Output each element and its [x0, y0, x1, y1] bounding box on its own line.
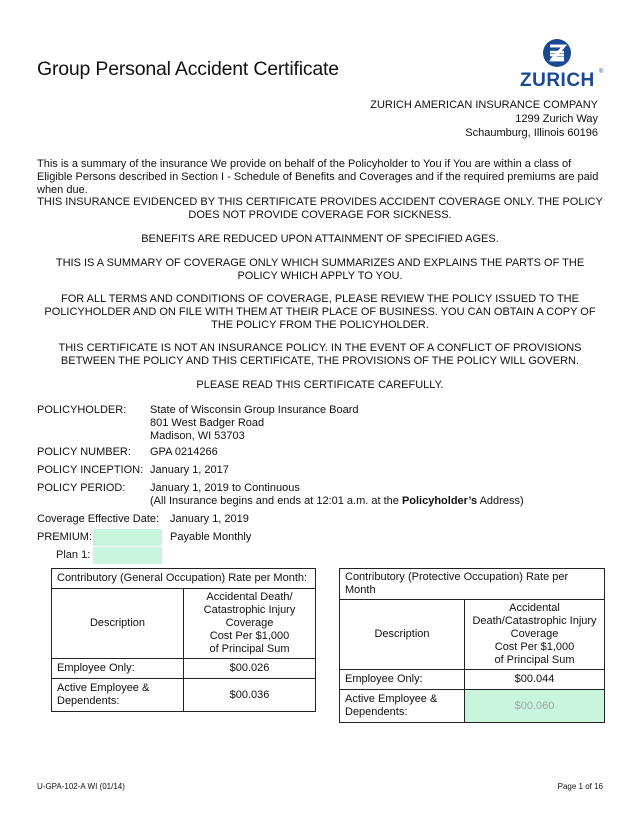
policy-number-value: GPA 0214266 — [150, 446, 218, 458]
table-row — [52, 659, 316, 679]
policyholder-row — [37, 404, 603, 444]
coverage-header-line: Catastrophic Injury — [203, 604, 296, 616]
zurich-logo-icon — [542, 38, 572, 68]
plan-label: Plan 1: — [56, 549, 91, 561]
policy-inception-value: January 1, 2017 — [150, 464, 229, 476]
table-header-row — [52, 589, 316, 659]
notice-review-policy: FOR ALL TERMS AND CONDITIONS OF COVERAGE, PLEASE REVIEW THE POLICY ISSUED TO THE POLICYHOLDER AND ON FILE WITH THEM AT THEIR PLACE OF BUSINESS. YOU CAN OBTAIN A COPY OF THE POLICY FROM THE POLICYHOLDER. — [44, 293, 596, 331]
premium-amount-field[interactable] — [93, 529, 162, 546]
policy-period-value — [150, 482, 524, 508]
policy-period-dates: January 1, 2019 to Continuous — [150, 482, 300, 494]
coverage-header-line: Coverage — [510, 628, 559, 640]
row-description: Active Employee & Dependents: — [340, 690, 465, 723]
policyholder-name: State of Wisconsin Group Insurance Board — [150, 404, 359, 416]
policy-inception-label: POLICY INCEPTION: — [37, 464, 144, 476]
coverage-header-line: of Principal Sum — [209, 643, 290, 655]
notice-accident-only: THIS INSURANCE EVIDENCED BY THIS CERTIFICATE PROVIDES ACCIDENT COVERAGE ONLY. THE POLICY DOES NOT PROVIDE COVERAGE FOR SICKNESS. — [37, 196, 603, 221]
policyholder-value — [150, 404, 359, 443]
description-header: Description — [52, 589, 184, 659]
notice-not-policy: THIS CERTIFICATE IS NOT AN INSURANCE POLICY. IN THE EVENT OF A CONFLICT OF PROVISIONS BETWEEN THE POLICY AND THIS CERTIFICATE, THE PROVISIONS OF THE POLICY WILL GOVERN. — [58, 342, 582, 367]
row-rate-highlighted[interactable]: $00.060 — [465, 690, 605, 723]
page-title: Group Personal Accident Certificate — [37, 58, 339, 80]
table-row — [52, 679, 316, 712]
company-street: 1299 Zurich Way — [515, 113, 598, 125]
company-city: Schaumburg, Illinois 60196 — [465, 127, 598, 139]
logo-wordmark: ZURICH — [520, 70, 595, 91]
policy-number-label: POLICY NUMBER: — [37, 446, 131, 458]
coverage-header-line: Cost Per $1,000 — [209, 630, 290, 642]
plan-row — [56, 547, 186, 565]
period-note-end: Address) — [477, 495, 524, 507]
row-rate: $00.036 — [184, 679, 316, 712]
coverage-header — [184, 589, 316, 659]
protective-rate-table — [339, 568, 605, 723]
policyholder-city: Madison, WI 53703 — [150, 430, 245, 442]
premium-label: PREMIUM: — [37, 531, 92, 543]
coverage-header-line: of Principal Sum — [494, 654, 575, 666]
row-description: Active Employee & Dependents: — [52, 679, 184, 712]
registered-mark: ® — [599, 69, 604, 75]
policy-period-note — [150, 495, 524, 508]
policyholder-street: 801 West Badger Road — [150, 417, 265, 429]
row-description: Employee Only: — [340, 670, 465, 690]
effective-date-value: January 1, 2019 — [170, 513, 249, 525]
row-rate: $00.044 — [465, 670, 605, 690]
premium-row — [37, 529, 603, 547]
coverage-header — [465, 600, 605, 670]
notice-age-reduction: BENEFITS ARE REDUCED UPON ATTAINMENT OF SPECIFIED AGES. — [141, 233, 499, 245]
row-description: Employee Only: — [52, 659, 184, 679]
row-rate: $00.026 — [184, 659, 316, 679]
table-title: Contributory (Protective Occupation) Rate per Month — [340, 569, 605, 600]
page-number: Page 1 of 16 — [557, 782, 603, 791]
form-id: U-GPA-102-A WI (01/14) — [37, 782, 125, 791]
table-row — [340, 670, 605, 690]
premium-frequency: Payable Monthly — [170, 531, 252, 543]
table-title: Contributory (General Occupation) Rate per Month: — [52, 569, 316, 589]
table-title-row — [340, 569, 605, 600]
general-rate-table — [51, 568, 316, 712]
company-name: ZURICH AMERICAN INSURANCE COMPANY — [370, 99, 598, 111]
summary-paragraph: This is a summary of the insurance We provide on behalf of the Policyholder to You if You are within a class of Eligible Persons described in Section I - Schedule of Benefits and Coverages and if the required premiums are paid when due. — [37, 158, 599, 196]
policyholder-label: POLICYHOLDER: — [37, 404, 127, 416]
notice-read-carefully: PLEASE READ THIS CERTIFICATE CAREFULLY. — [196, 379, 444, 391]
description-header: Description — [340, 600, 465, 670]
table-header-row — [340, 600, 605, 670]
plan-amount-field[interactable] — [93, 547, 162, 564]
policy-period-label: POLICY PERIOD: — [37, 482, 126, 494]
period-note-bold: Policyholder’s — [401, 495, 478, 507]
period-note-text: (All Insurance begins and ends at 12:01 a.m. at the — [150, 495, 402, 507]
policy-number-row — [37, 446, 603, 460]
coverage-header-line: Death/Catastrophic Injury — [472, 615, 597, 627]
coverage-header-line: Coverage — [225, 617, 274, 629]
company-address — [370, 98, 598, 140]
effective-date-row — [37, 513, 603, 527]
policy-inception-row — [37, 464, 603, 478]
zurich-logo — [514, 38, 606, 94]
notice-summary-only: THIS IS A SUMMARY OF COVERAGE ONLY WHICH SUMMARIZES AND EXPLAINS THE PARTS OF THE POLICY WHICH APPLY TO YOU. — [55, 257, 585, 282]
coverage-header-line: Cost Per $1,000 — [494, 641, 575, 653]
effective-date-label: Coverage Effective Date: — [37, 513, 160, 525]
coverage-header-line: Accidental Death/ — [206, 591, 293, 603]
table-title-row — [52, 569, 316, 589]
table-row — [340, 690, 605, 723]
coverage-header-line: Accidental — [509, 602, 560, 614]
policy-period-row — [37, 482, 603, 510]
